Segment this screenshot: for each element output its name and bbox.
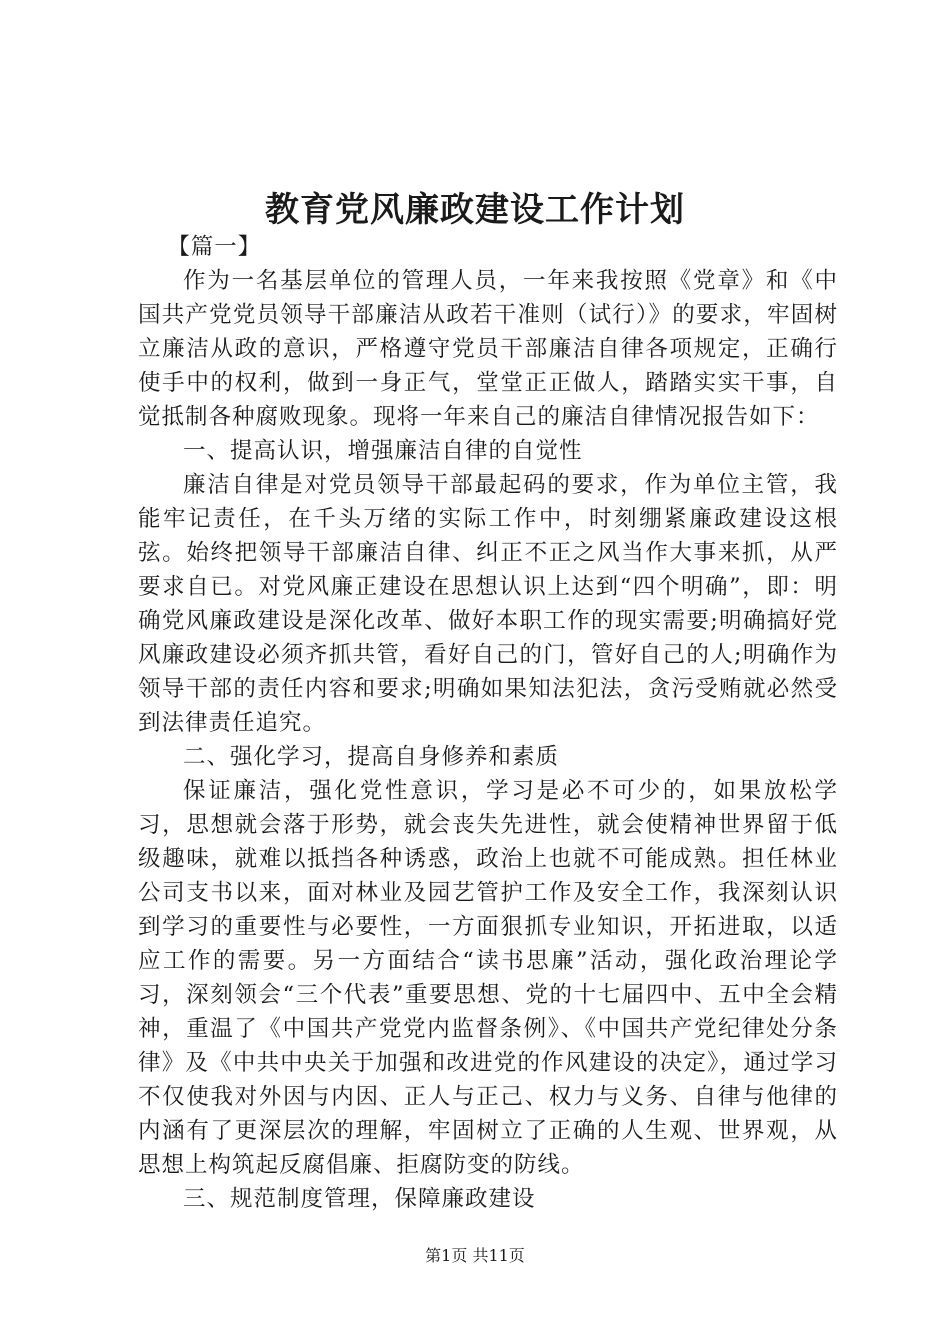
page-footer: 第1页 共11页 bbox=[425, 1246, 525, 1265]
section-label: 【篇一】 bbox=[167, 234, 262, 260]
paragraph-one: 廉洁自律是对党员领导干部最起码的要求，作为单位主管，我能牢记责任，在千头万绪的实际工作中，时刻绷紧廉政建设这根弦。始终把领导干部廉洁自律、纠正不正之风当作大事来抓，从严要求自已。对党风廉正建设在思想认识上达到“四个明确”，即：明确党风廉政建设是深化改革、做好本职工作的现实需要;明确搞好党风廉政建设必须齐抓共管，看好自己的门，管好自己的人;明确作为领导干部的责任内容和要求;明确如果知法犯法，贪污受贿就必然受到法律责任追究。 bbox=[138, 472, 838, 736]
document-title: 教育党风廉政建设工作计划 bbox=[265, 190, 685, 230]
heading-one: 一、提高认识，增强廉洁自律的自觉性 bbox=[183, 438, 583, 464]
heading-three: 三、规范制度管理，保障廉政建设 bbox=[183, 1186, 536, 1212]
paragraph-two: 保证廉洁，强化党性意识，学习是必不可少的，如果放松学习，思想就会落于形势，就会丧失先进性，就会使精神世界留于低级趣味，就难以抵挡各种诱惑，政治上也就不可能成熟。担任林业公司支书以来，面对林业及园艺管护工作及安全工作，我深刻认识到学习的重要性与必要性，一方面狠抓专业知识，开拓进取，以适应工作的需要。另一方面结合“读书思廉”活动，强化政治理论学习，深刻领会“三个代表”重要思想、党的十七届四中、五中全会精神，重温了《中国共产党党内监督条例》、《中国共产党纪律处分条律》及《中共中央关于加强和改进党的作风建设的决定》，通过学习不仅使我对外因与内因、正人与正己、权力与义务、自律与他律的内涵有了更深层次的理解，牢固树立了正确的人生观、世界观，从思想上构筑起反腐倡廉、拒腐防变的防线。 bbox=[138, 778, 838, 1178]
paragraph-intro: 作为一名基层单位的管理人员，一年来我按照《党章》和《中国共产党党员领导干部廉洁从政若干准则（试行）》的要求，牢固树立廉洁从政的意识，严格遵守党员干部廉洁自律各项规定，正确行使手中的权利，做到一身正气，堂堂正正做人，踏踏实实干事，自觉抵制各种腐败现象。现将一年来自己的廉洁自律情况报告如下： bbox=[138, 268, 838, 430]
document-body bbox=[138, 230, 838, 1216]
heading-two: 二、强化学习，提高自身修养和素质 bbox=[183, 744, 560, 770]
